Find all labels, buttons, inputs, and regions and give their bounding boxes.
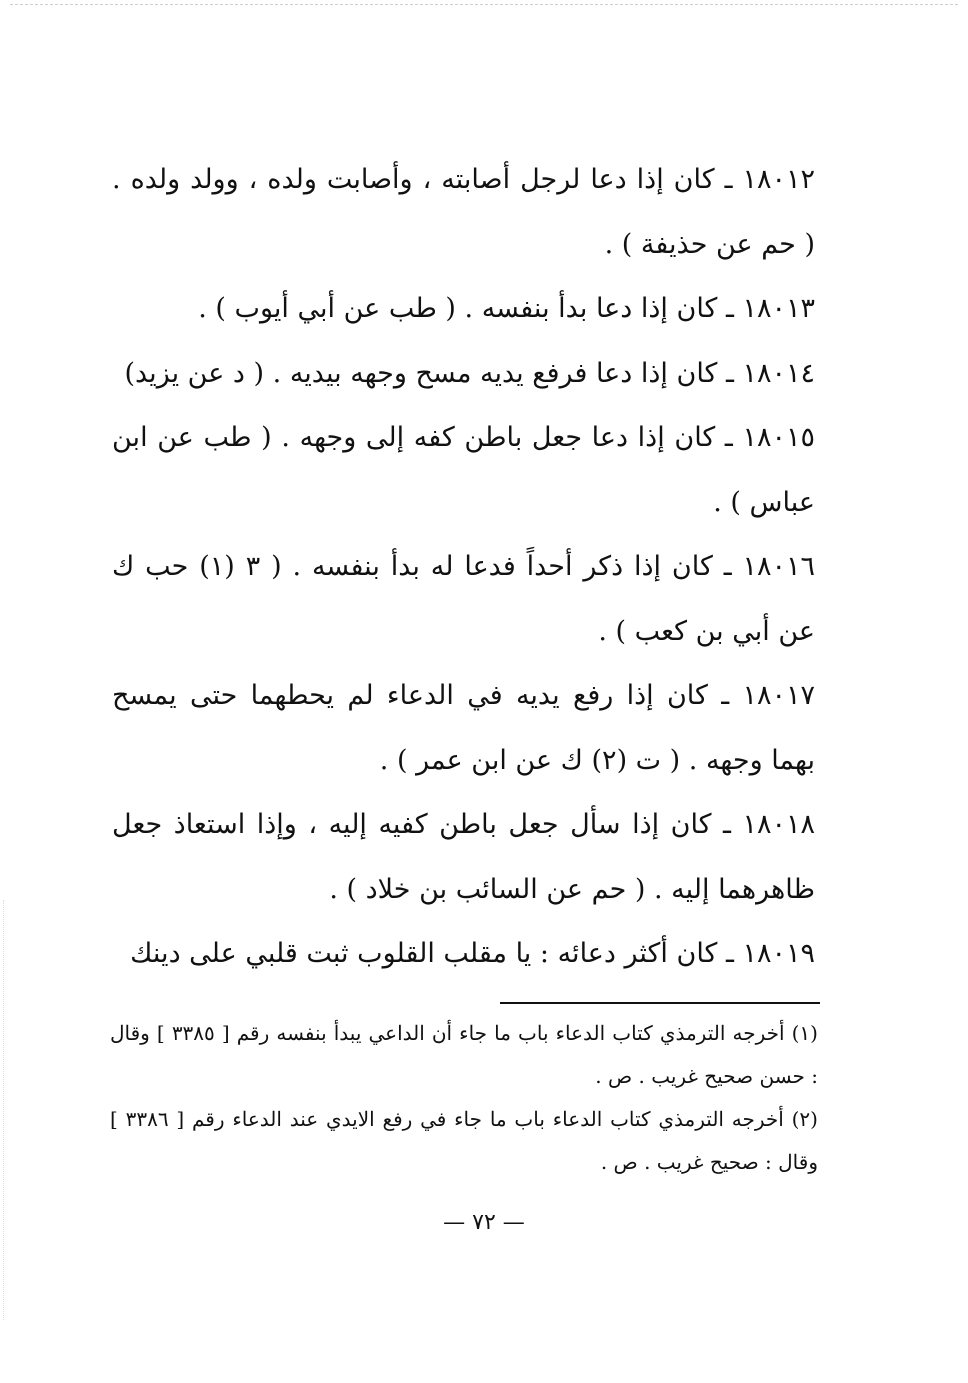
footnote-2: (٢) أخرجه الترمذي كتاب الدعاء باب ما جاء في رفع الايدي عند الدعاء رقم [ ٣٣٨٦ ] وقال : صحيح غريب . ص .: [110, 1107, 818, 1174]
page-number: — ٧٢ —: [443, 1210, 525, 1235]
footnotes: [110, 1012, 818, 1184]
hadith-entry-18013: ١٨٠١٣ ـ كان إذا دعا بدأ بنفسه . ( طب عن أبي أيوب ) .: [198, 293, 815, 324]
hadith-entry-18014: ١٨٠١٤ ـ كان إذا دعا فرفع يديه مسح وجهه بيديه . ( د عن يزيد): [124, 357, 815, 389]
hadith-entry-18017: ١٨٠١٧ ـ كان إذا رفع يديه في الدعاء لم يحطهما حتى يمسح بهما وجهه . ( ت (٢) ك عن ابن عمر ) .: [112, 680, 815, 776]
footnote-1: (١) أخرجه الترمذي كتاب الدعاء باب ما جاء أن الداعي يبدأ بنفسه رقم [ ٣٣٨٥ ] وقال : حسن صحيح غريب . ص .: [110, 1021, 818, 1088]
hadith-entry-18012: ١٨٠١٢ ـ كان إذا دعا لرجل أصابته ، وأصابت ولده ، وولد ولده . ( حم عن حذيفة ) .: [112, 164, 815, 260]
scan-edge-left: [3, 900, 5, 1320]
scan-edge-top: [10, 4, 958, 6]
footnote-divider: [500, 1002, 820, 1004]
hadith-entry-18015: ١٨٠١٥ ـ كان إذا دعا جعل باطن كفه إلى وجهه . ( طب عن ابن عباس ) .: [112, 422, 815, 518]
hadith-entry-18018: ١٨٠١٨ ـ كان إذا سأل جعل باطن كفيه إليه ، وإذا استعاذ جعل ظاهرهما إليه . ( حم عن السائب بن خلاد ) .: [112, 809, 815, 905]
hadith-entry-18019: ١٨٠١٩ ـ كان أكثر دعائه : يا مقلب القلوب ثبت قلبي على دينك: [130, 938, 815, 969]
hadith-entries: [112, 148, 815, 987]
hadith-entry-18016: ١٨٠١٦ ـ كان إذا ذكر أحداً فدعا له بدأ بنفسه . ( ٣ (١) حب ك عن أبي بن كعب ) .: [112, 551, 816, 647]
